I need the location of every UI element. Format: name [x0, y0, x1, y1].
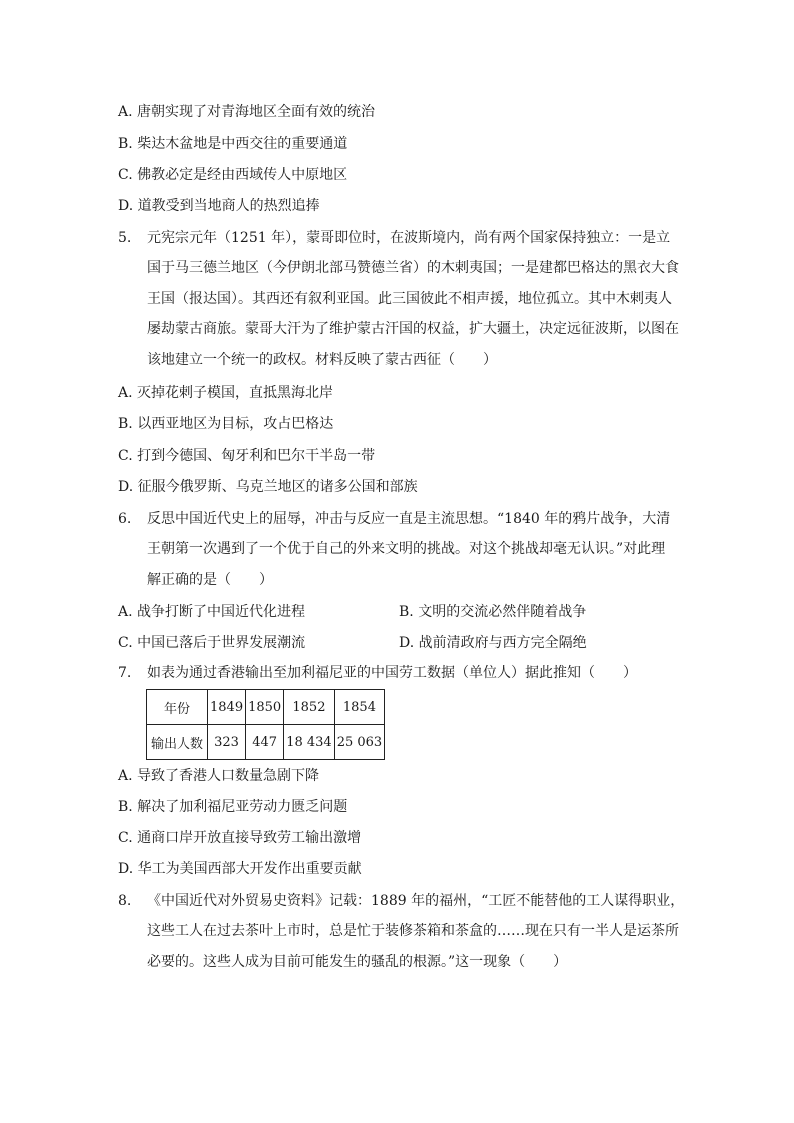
q5-stem-line-1: 元宪宗元年（1251 年），蒙哥即位时，在波斯境内，尚有两个国家保持独立：一是立 — [147, 230, 671, 246]
q7-stem: 如表为通过香港输出至加利福尼亚的中国劳工数据（单位人）据此推知（ ） — [147, 665, 637, 681]
q6-stem-line-2: 王朝第一次遇到了一个优于自己的外来文明的挑战。对这个挑战却毫无认识。”对此理 — [147, 541, 666, 557]
q6-stem-line-3: 解正确的是（ ） — [147, 572, 273, 588]
table-cell: 年份 — [147, 690, 208, 725]
table-cell: 1850 — [246, 690, 284, 725]
q5-option-c: C. 打到今德国、匈牙利和巴尔干半岛一带 — [118, 448, 376, 464]
q8-number: 8. — [118, 893, 132, 909]
q6-number: 6. — [118, 511, 132, 527]
table-cell: 447 — [246, 725, 284, 760]
q4-option-b: B. 柴达木盆地是中西交往的重要通道 — [118, 136, 348, 152]
q5-option-b: B. 以西亚地区为目标，攻占巴格达 — [118, 416, 334, 432]
q5-stem-line-4: 屡劫蒙古商旅。蒙哥大汗为了维护蒙古汗国的权益，扩大疆土，决定远征波斯，以图在 — [147, 321, 679, 337]
q5-stem-line-5: 该地建立一个统一的政权。材料反映了蒙古西征（ ） — [147, 352, 497, 368]
q5-number: 5. — [118, 230, 132, 246]
q6-option-c: C. 中国已落后于世界发展潮流 — [118, 635, 306, 651]
q7-option-d: D. 华工为美国西部大开发作出重要贡献 — [118, 861, 362, 877]
table-row — [147, 725, 385, 760]
q4-option-a: A. 唐朝实现了对青海地区全面有效的统治 — [118, 104, 376, 120]
table-cell: 1854 — [334, 690, 385, 725]
table-cell: 1852 — [284, 690, 335, 725]
q5-option-d: D. 征服今俄罗斯、乌克兰地区的诸多公国和部族 — [118, 479, 418, 495]
labor-data-table — [146, 689, 385, 760]
q5-stem-line-3: 王国（报达国）。其西还有叙利亚国。此三国彼此不相声援，地位孤立。其中木剌夷人 — [147, 291, 672, 307]
q5-stem-line-2: 国于马三德兰地区（今伊朗北部马赞德兰省）的木剌夷国；一是建都巴格达的黑衣大食 — [147, 260, 679, 276]
q7-option-c: C. 通商口岸开放直接导致劳工输出激增 — [118, 830, 362, 846]
table-header-row — [147, 690, 385, 725]
q8-stem-line-1: 《中国近代对外贸易史资料》记载：1889 年的福州，“工匠不能替他的工人谋得职业， — [147, 893, 685, 909]
q4-option-d: D. 道教受到当地商人的热烈追捧 — [118, 198, 320, 214]
q4-option-c: C. 佛教必定是经由西域传人中原地区 — [118, 167, 348, 183]
table-cell: 18 434 — [284, 725, 335, 760]
q7-option-b: B. 解决了加利福尼亚劳动力匮乏问题 — [118, 799, 348, 815]
table-cell: 1849 — [208, 690, 246, 725]
q8-stem-line-2: 这些工人在过去茶叶上市时，总是忙于装修茶箱和茶盒的……现在只有一半人是运茶所 — [147, 923, 679, 939]
q7-option-a: A. 导致了香港人口数量急剧下降 — [118, 768, 320, 784]
q8-stem-line-3: 必要的。这些人成为目前可能发生的骚乱的根源。”这一现象（ ） — [147, 954, 568, 970]
q6-option-d: D. 战前清政府与西方完全隔绝 — [399, 635, 587, 651]
q5-option-a: A. 灭掉花剌子模国，直抵黑海北岸 — [118, 385, 334, 401]
q6-option-b: B. 文明的交流必然伴随着战争 — [399, 604, 587, 620]
q6-stem-line-1: 反思中国近代史上的屈辱，冲击与反应一直是主流思想。“1840 年的鸦片战争，大清 — [147, 511, 671, 527]
table-cell: 25 063 — [334, 725, 385, 760]
q6-option-a: A. 战争打断了中国近代化进程 — [118, 604, 306, 620]
table-cell: 323 — [208, 725, 246, 760]
q7-number: 7. — [118, 665, 132, 681]
table-cell: 输出人数 — [147, 725, 208, 760]
